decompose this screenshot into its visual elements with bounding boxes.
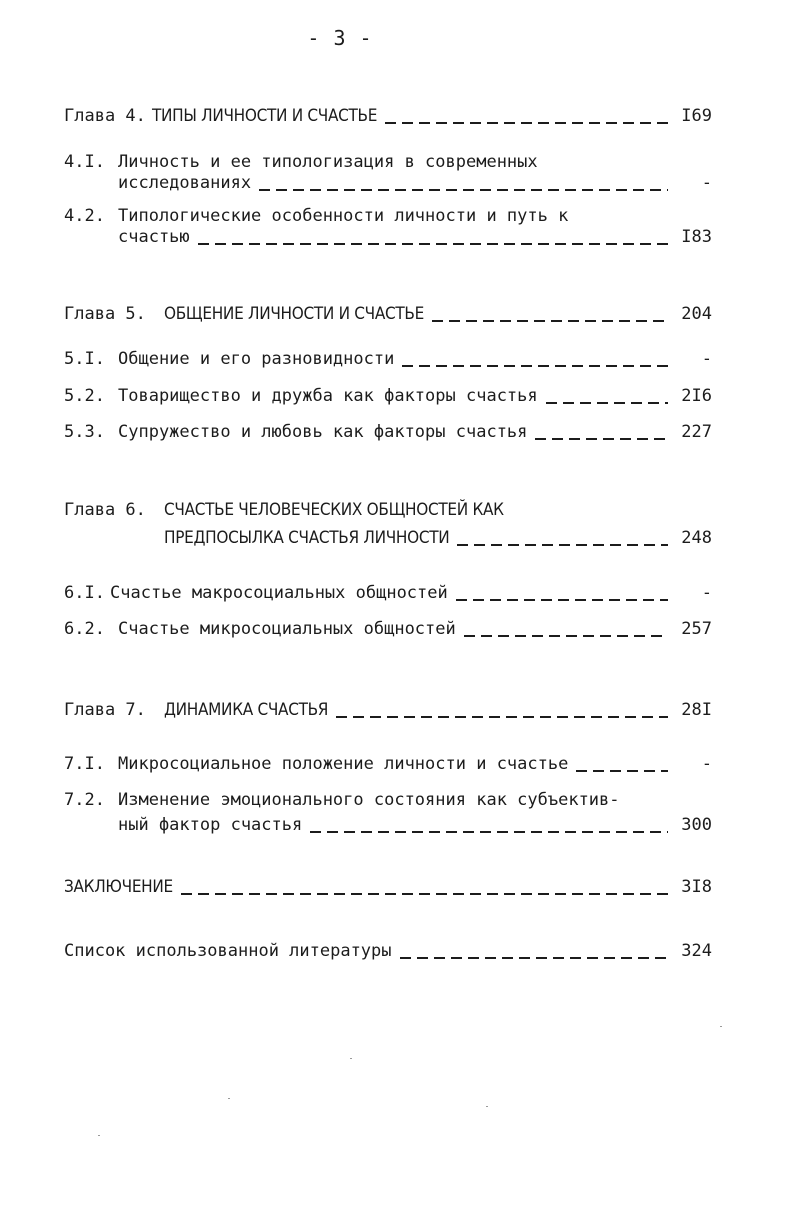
page-reference: 2I6 (681, 386, 712, 406)
section-title: Счастье микросоциальных общностей (118, 619, 456, 639)
section-number: 6.2. (64, 619, 105, 639)
page-reference: I69 (681, 106, 712, 126)
section-title-line1: Изменение эмоционального состояния как субъектив- (118, 790, 620, 810)
conclusion-title: ЗАКЛЮЧЕНИЕ (64, 877, 173, 897)
toc-chapter-7 (64, 700, 712, 721)
page-reference: 227 (681, 422, 712, 442)
page-reference: 300 (681, 815, 712, 835)
dot-leader (259, 189, 668, 191)
chapter-title: ТИПЫ ЛИЧНОСТИ И СЧАСТЬЕ (152, 106, 378, 126)
page-reference: 3I8 (681, 877, 712, 897)
page-reference: 204 (681, 304, 712, 324)
toc-conclusion (64, 877, 712, 898)
page-reference: I83 (681, 227, 712, 247)
section-title: Общение и его разновидности (118, 349, 395, 369)
section-number: 7.2. (64, 790, 105, 810)
toc-section-5-2 (64, 386, 712, 407)
section-title-line2: исследованиях (118, 173, 252, 193)
page-reference: 257 (681, 619, 712, 639)
dot-leader (385, 122, 668, 124)
chapter-title: ДИНАМИКА СЧАСТЬЯ (164, 700, 329, 720)
toc-chapter-4 (64, 106, 712, 127)
dot-leader (181, 893, 668, 895)
scan-speck (98, 1135, 100, 1136)
toc-section-4-2 (64, 206, 712, 248)
dot-leader (402, 365, 668, 367)
page-reference: 28I (681, 700, 712, 720)
toc-section-7-1 (64, 754, 712, 775)
toc-section-6-1 (64, 583, 712, 604)
dot-leader (432, 320, 668, 322)
dot-leader (464, 635, 668, 637)
chapter-title-line1: СЧАСТЬЕ ЧЕЛОВЕЧЕСКИХ ОБЩНОСТЕЙ КАК (164, 500, 504, 520)
section-number: 4.I. (64, 152, 105, 172)
section-title-line2: ный фактор счастья (118, 815, 303, 835)
page-reference: - (701, 583, 712, 603)
section-title: Товарищество и дружба как факторы счастья (118, 386, 538, 406)
section-number: 6.I. (64, 583, 105, 603)
section-title-line1: Типологические особенности личности и путь к (118, 206, 569, 226)
scan-speck (228, 1098, 230, 1099)
dot-leader (576, 770, 668, 772)
scan-speck (350, 1058, 352, 1059)
dot-leader (457, 544, 668, 546)
section-title-line1: Личность и ее типологизация в современных (118, 152, 538, 172)
section-number: 5.3. (64, 422, 105, 442)
dot-leader (310, 831, 668, 833)
page-reference: - (701, 754, 712, 774)
bibliography-title: Список использованной литературы (64, 941, 392, 961)
chapter-label: Глава 7. (64, 700, 146, 720)
section-title: Супружество и любовь как факторы счастья (118, 422, 528, 442)
page-reference: 324 (681, 941, 712, 961)
toc-section-4-1 (64, 152, 712, 194)
dot-leader (535, 438, 668, 440)
chapter-label: Глава 5. (64, 304, 146, 324)
chapter-label: Глава 4. (64, 106, 146, 126)
dot-leader (198, 243, 668, 245)
chapter-title-line2: ПРЕДПОСЫЛКА СЧАСТЬЯ ЛИЧНОСТИ (164, 528, 450, 548)
toc-chapter-6 (64, 500, 712, 549)
dot-leader (336, 716, 668, 718)
toc-section-5-1 (64, 349, 712, 370)
section-number: 7.I. (64, 754, 105, 774)
page-number: - 3 - (307, 26, 373, 50)
scan-speck (486, 1106, 488, 1107)
page-reference: - (701, 349, 712, 369)
section-title: Микросоциальное положение личности и счастье (118, 754, 569, 774)
toc-section-7-2 (64, 790, 712, 836)
page-reference: - (701, 173, 712, 193)
dot-leader (400, 957, 668, 959)
toc-section-5-3 (64, 422, 712, 443)
section-number: 5.2. (64, 386, 105, 406)
toc-bibliography (64, 941, 712, 962)
dot-leader (546, 402, 668, 404)
section-title: Счастье макросоциальных общностей (110, 583, 448, 603)
scan-speck (720, 1026, 722, 1027)
dot-leader (456, 599, 668, 601)
page-reference: 248 (681, 528, 712, 548)
section-title-line2: счастью (118, 227, 190, 247)
section-number: 5.I. (64, 349, 105, 369)
chapter-label: Глава 6. (64, 500, 146, 520)
chapter-title: ОБЩЕНИЕ ЛИЧНОСТИ И СЧАСТЬЕ (164, 304, 424, 324)
toc-chapter-5 (64, 304, 712, 325)
section-number: 4.2. (64, 206, 105, 226)
toc-section-6-2 (64, 619, 712, 640)
